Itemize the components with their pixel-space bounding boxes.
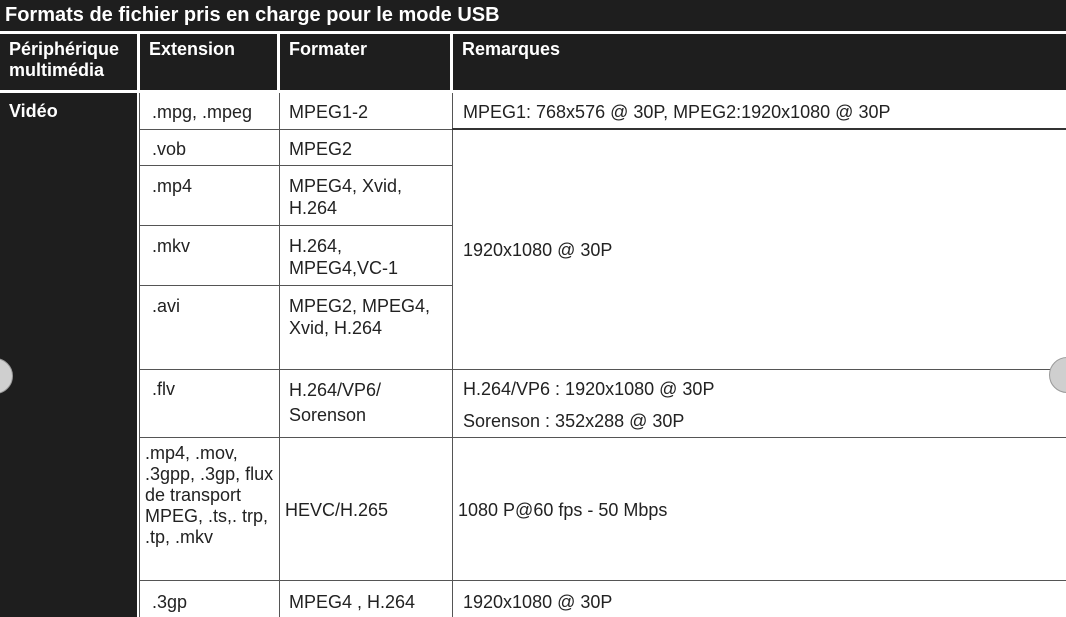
table-cell-remark: MPEG1: 768x576 @ 30P, MPEG2:1920x1080 @ 30P: [463, 102, 891, 122]
table-cell-extension: .flv: [152, 379, 176, 399]
column-divider: [139, 93, 140, 617]
column-divider: [452, 93, 453, 617]
media-type-video: Vidéo: [0, 93, 137, 617]
table-cell-format: MPEG1-2: [289, 102, 369, 122]
right-edge-nav-icon[interactable]: [1049, 357, 1066, 393]
header-remarks: Remarques: [453, 34, 1066, 90]
table-cell-remark-shared: 1920x1080 @ 30P: [463, 240, 613, 260]
table-cell-extension: .mp4: [152, 176, 193, 196]
column-divider: [279, 93, 280, 617]
table-cell-format: MPEG2, MPEG4, Xvid, H.264: [289, 296, 431, 338]
row-divider: [140, 369, 1066, 370]
table-cell-remark: H.264/VP6 : 1920x1080 @ 30P: [463, 379, 715, 399]
page-title: Formats de fichier pris en charge pour le mode USB: [0, 0, 1066, 31]
table-cell-remark: 1080 P@60 fps - 50 Mbps: [458, 500, 668, 520]
header-extension: Extension: [140, 34, 277, 90]
row-divider: [140, 129, 452, 130]
table-cell-format: H.264, MPEG4,VC-1: [289, 236, 399, 278]
table-cell-format: MPEG2: [289, 139, 353, 159]
row-divider: [140, 285, 452, 286]
row-divider: [452, 128, 1066, 130]
table-cell-format: H.264/VP6/ Sorenson: [289, 380, 382, 425]
row-divider: [140, 437, 1066, 438]
table-cell-extension: .mpg, .mpeg: [152, 102, 253, 122]
header-media-device: Périphérique multimédia: [0, 34, 137, 90]
table-cell-format: MPEG4 , H.264: [289, 592, 416, 612]
row-divider: [140, 165, 452, 166]
table-cell-format: HEVC/H.265: [285, 500, 389, 520]
table-cell-extension: .mkv: [152, 236, 190, 256]
row-divider: [140, 225, 452, 226]
table-cell-extension: .mp4, .mov, .3gpp, .3gp, flux de transport MPEG, .ts,. trp, .tp, .mkv: [145, 443, 274, 547]
table-cell-extension: .vob: [152, 139, 187, 159]
table-cell-extension: .3gp: [152, 592, 188, 612]
table-cell-remark: Sorenson : 352x288 @ 30P: [463, 411, 685, 431]
table-cell-format: MPEG4, Xvid, H.264: [289, 176, 403, 218]
table-cell-remark: 1920x1080 @ 30P: [463, 592, 613, 612]
table-cell-extension: .avi: [152, 296, 181, 316]
header-format: Formater: [280, 34, 450, 90]
row-divider: [140, 580, 1066, 581]
